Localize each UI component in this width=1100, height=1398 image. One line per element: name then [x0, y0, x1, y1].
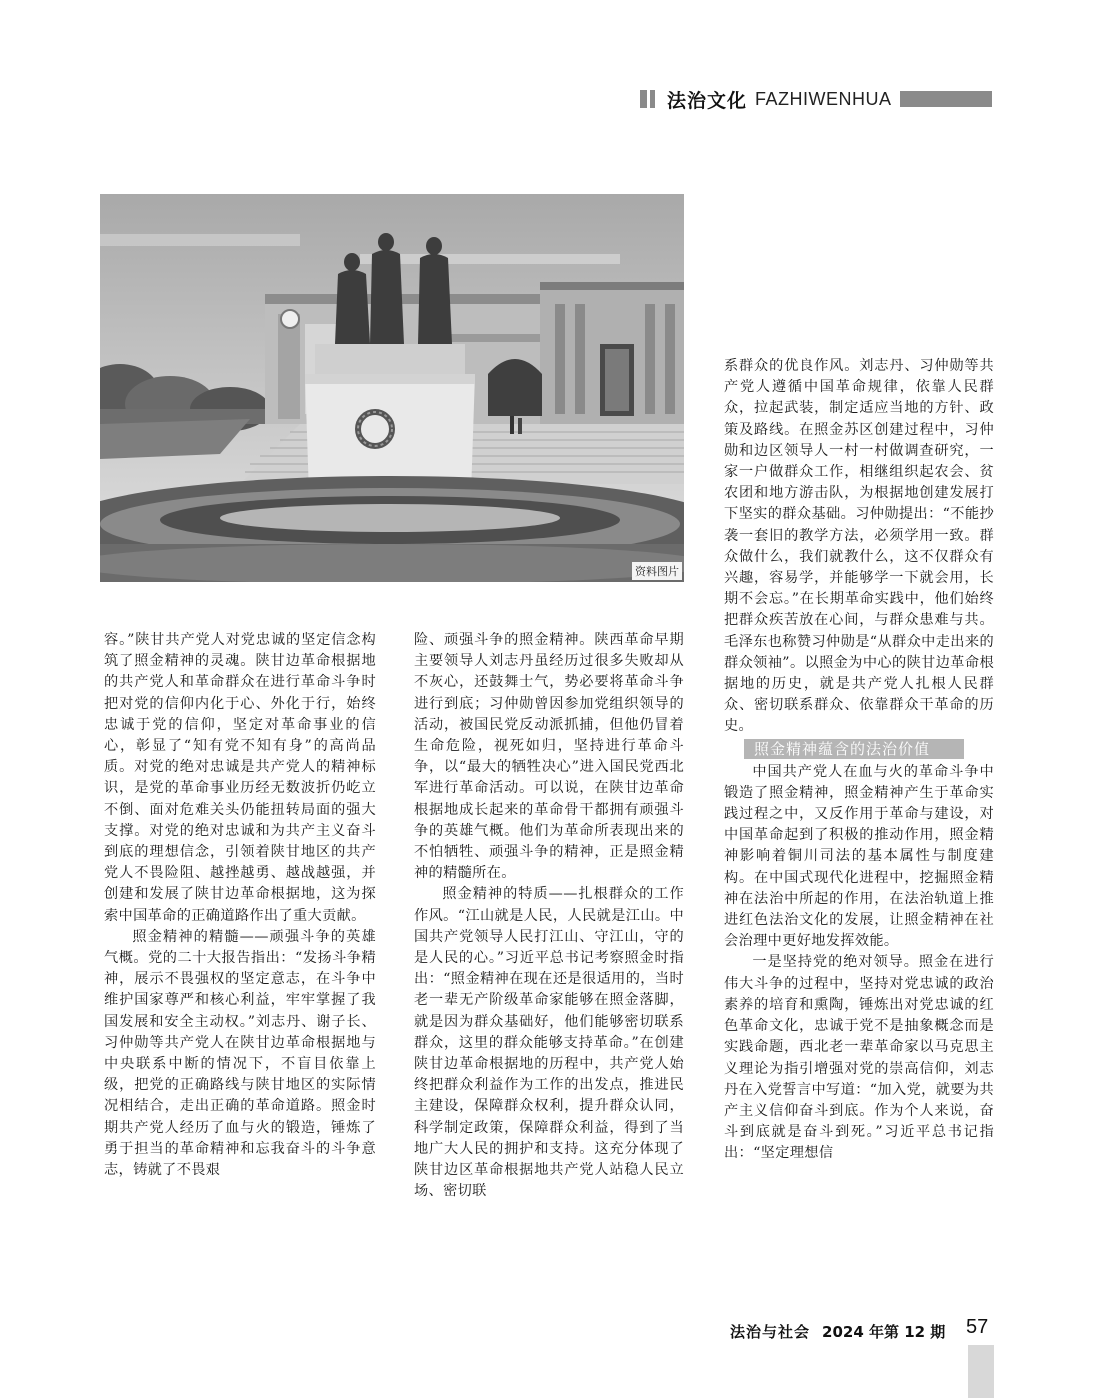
- subsection-heading: 照金精神蕴含的法治价值: [744, 739, 964, 759]
- header-bar-mark: [650, 90, 655, 108]
- article-column-3: [724, 356, 994, 1165]
- issue-number: 2024 年第 12 期: [822, 1322, 946, 1341]
- article-column-2: [414, 630, 684, 1202]
- page-number: 57: [966, 1316, 989, 1338]
- section-title: 法治文化: [667, 89, 748, 112]
- paragraph: 照金精神的特质——扎根群众的工作作风。“江山就是人民，人民就是江山。中国共产党领导人民打江山、守江山，守的是人民的心。”习近平总书记考察照金时指出：“照金精神在现在还是很适用的，当时老一辈无产阶级革命家能够在照金落脚，就是因为群众基础好，他们能够密切联系群众，这里的群众能够支持革命。”在创建陕甘边革命根据地的历程中，共产党人始终把群众利益作为工作的出发点，推进民主建设，保障群众权利，提升群众认同，科学制定政策，保障群众利益，得到了当地广大人民的拥护和支持。这充分体现了陕甘边区革命根据地共产党人站稳人民立场、密切联: [414, 886, 684, 1200]
- paragraph: 中国共产党人在血与火的革命斗争中锻造了照金精神，照金精神产生于革命实践过程之中，又反作用于革命与建设，对中国革命起到了积极的推动作用，照金精神影响着铜川司法的基本属性与制度建构。在中国式现代化进程中，挖掘照金精神在法治中所起的作用，在法治轨道上推进红色法治文化的发展，让照金精神在社会治理中更好地发挥效能。: [724, 763, 994, 950]
- header-rule: [900, 91, 992, 107]
- photo-credit: 资料图片: [632, 562, 682, 580]
- paragraph: 照金精神的精髓——顽强斗争的英雄气概。党的二十大报告指出：“发扬斗争精神，展示不畏强权的坚定意志，在斗争中维护国家尊严和核心利益，牢牢掌握了我国发展和安全主动权。”刘志丹、谢子长、习仲勋等共产党人在陕甘边革命根据地与中央联系中断的情况下，不盲目依靠上级，把党的正确路线与陕甘地区的实际情况相结合，走出正确的革命道路。照金时期共产党人经历了血与火的锻造，锤炼了勇于担当的革命精神和忘我奋斗的斗争意志，铸就了不畏艰: [104, 928, 376, 1179]
- paragraph: 一是坚持党的绝对领导。照金在进行伟大斗争的过程中，坚持对党忠诚的政治素养的培育和熏陶，锤炼出对党忠诚的红色革命文化，忠诚于党不是抽象概念而是实践命题，西北老一辈革命家以马克思主义理论为指引增强对党的崇高信仰，刘志丹在入党誓言中写道：“加入党，就要为共产主义信仰奋斗到底。作为个人来说，奋斗到底就是奋斗到死。”习近平总书记指出：“坚定理想信: [724, 954, 994, 1162]
- header-bar-mark: [640, 90, 647, 108]
- section-header: [640, 86, 992, 112]
- paragraph: 系群众的优良作风。刘志丹、习仲勋等共产党人遵循中国革命规律，依靠人民群众，拉起武装，制定适应当地的方针、政策及路线。在照金苏区创建过程中，习仲勋和边区领导人一村一村做调查研究，一家一户做群众工作，相继组织起农会、贫农团和地方游击队，为根据地创建发展打下坚实的群众基础。习仲勋提出：“不能抄袭一套旧的教学方法，必须学用一致。群众做什么，我们就教什么，这不仅群众有兴趣，容易学，并能够学一下就会用，长期不会忘。”在长期革命实践中，他们始终把群众疾苦放在心间，与群众患难与共。毛泽东也称赞习仲勋是“从群众中走出来的群众领袖”。以照金为中心的陕甘边革命根据地的历史，就是共产党人扎根人民群众、密切联系群众、依靠群众干革命的历史。: [724, 358, 994, 735]
- page-footer: [730, 1319, 945, 1343]
- paragraph: 险、顽强斗争的照金精神。陕西革命早期主要领导人刘志丹虽经历过很多失败却从不灰心，还鼓舞士气，势必要将革命斗争进行到底；习仲勋曾因参加党组织领导的活动，被国民党反动派抓捕，但他仍冒着生命危险，视死如归，坚持进行革命斗争，以“最大的牺牲决心”进入国民党西北军进行革命活动。可以说，在陕甘边革命根据地成长起来的革命骨干都拥有顽强斗争的英雄气概。他们为革命所表现出来的不怕牺牲、顽强斗争的精神，正是照金精神的精髓所在。: [414, 632, 684, 882]
- memorial-photo-image: [100, 194, 684, 582]
- memorial-photo: [100, 194, 684, 582]
- journal-name: 法治与社会: [730, 1322, 811, 1341]
- page-edge-bar: [968, 1345, 994, 1398]
- paragraph: 容。”陕甘共产党人对党忠诚的坚定信念构筑了照金精神的灵魂。陕甘边革命根据地的共产党人和革命群众在进行革命斗争时把对党的信仰内化于心、外化于行，始终忠诚于党的信仰，坚定对革命事业的信心，彰显了“知有党不知有身”的高尚品质。对党的绝对忠诚是共产党人的精神标识，是党的革命事业历经无数波折仍屹立不倒、面对危难关头仍能扭转局面的强大支撑。对党的绝对忠诚和为共产主义奋斗到底的理想信念，引领着陕甘地区的共产党人不畏险阻、越挫越勇、越战越强，并创建和发展了陕甘边革命根据地，这为探索中国革命的正确道路作出了重大贡献。: [104, 632, 376, 924]
- article-column-1: [104, 630, 376, 1181]
- section-title-en: FAZHIWENHUA: [755, 88, 892, 109]
